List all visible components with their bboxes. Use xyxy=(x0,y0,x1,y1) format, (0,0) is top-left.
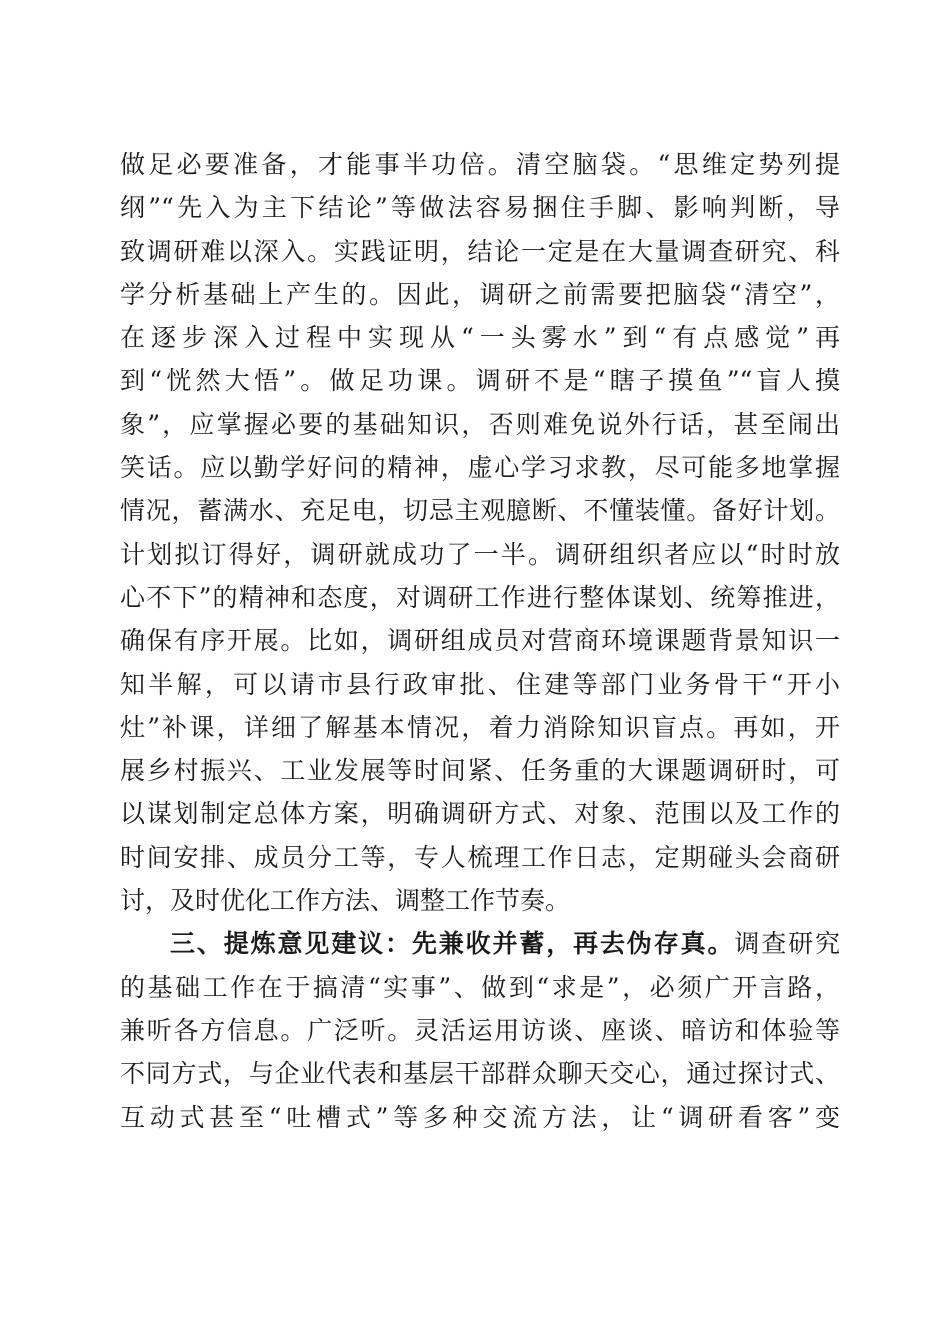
paragraph-line: 计划拟订得好，调研就成功了一半。调研组织者应以“时时放 xyxy=(120,539,840,569)
paragraph-line: 讨，及时优化工作方法、调整工作节奏。 xyxy=(120,886,571,916)
paragraph-line: 以谋划制定总体方案，明确调研方式、对象、范围以及工作的 xyxy=(120,799,840,829)
document-body xyxy=(120,143,840,1139)
paragraph-line: 学分析基础上产生的。因此，调研之前需要把脑袋“清空”， xyxy=(120,279,840,309)
paragraph-line: 纲”“先入为主下结论”等做法容易捆住手脚、影响判断，导 xyxy=(120,193,840,223)
paragraph-line: 做足必要准备，才能事半功倍。清空脑袋。“思维定势列提 xyxy=(120,150,840,179)
paragraph-line: 知半解，可以请市县行政审批、住建等部门业务骨干“开小 xyxy=(120,669,840,699)
paragraph-1 xyxy=(120,143,840,922)
paragraph-line: 确保有序开展。比如，调研组成员对营商环境课题背景知识一 xyxy=(120,626,840,656)
paragraph-line: 情况，蓄满水、充足电，切忌主观臆断、不懂装懂。备好计划。 xyxy=(120,496,840,526)
paragraph-line: 展乡村振兴、工业发展等时间紧、任务重的大课题调研时，可 xyxy=(120,756,840,786)
paragraph-line: 互动式甚至“吐槽式”等多种交流方法，让“调研看客”变 xyxy=(120,1102,840,1132)
paragraph-line: 致调研难以深入。实践证明，结论一定是在大量调查研究、科 xyxy=(120,236,840,266)
heading-continuation: 调查研究 xyxy=(734,929,840,959)
paragraph-line: 时间安排、成员分工等，专人梳理工作日志，定期碰头会商研 xyxy=(120,842,840,872)
paragraph-line: 笑话。应以勤学好问的精神，虚心学习求教，尽可能多地掌握 xyxy=(120,453,840,483)
paragraph-line: 心不下”的精神和态度，对调研工作进行整体谋划、统筹推进， xyxy=(120,582,840,612)
paragraph-line: 的基础工作在于搞清“实事”、做到“求是”，必须广开言路， xyxy=(120,972,840,1002)
paragraph-2 xyxy=(120,922,840,1138)
paragraph-line: 灶”补课，详细了解基本情况，着力消除知识盲点。再如，开 xyxy=(120,712,840,742)
paragraph-line: 在逐步深入过程中实现从“一头雾水”到“有点感觉”再 xyxy=(120,323,840,353)
paragraph-line: 象”，应掌握必要的基础知识，否则难免说外行话，甚至闹出 xyxy=(120,409,840,439)
paragraph-line: 到“恍然大悟”。做足功课。调研不是“瞎子摸鱼”“盲人摸 xyxy=(120,366,840,396)
paragraph-line: 兼听各方信息。广泛听。灵活运用访谈、座谈、暗访和体验等 xyxy=(120,1015,840,1045)
section-heading: 三、提炼意见建议：先兼收并蓄，再去伪存真。 xyxy=(170,929,735,959)
paragraph-first-line xyxy=(120,922,840,965)
paragraph-line: 不同方式，与企业代表和基层干部群众聊天交心，通过探讨式、 xyxy=(120,1059,840,1089)
